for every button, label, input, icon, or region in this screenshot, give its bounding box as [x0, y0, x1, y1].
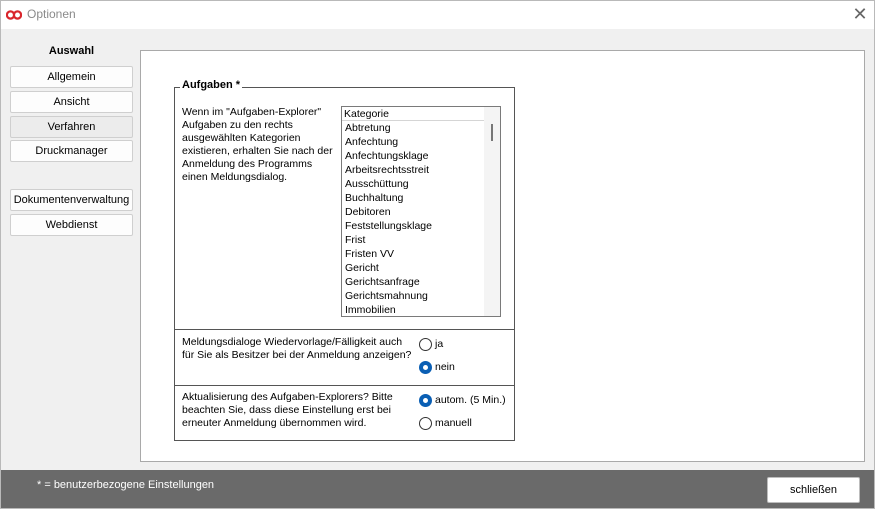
category-list: [342, 121, 484, 317]
category-list-item[interactable]: Ausschüttung: [345, 178, 409, 190]
question-explorer-refresh: Aktualisierung des Aufgaben-Explorers? Bitte beachten Sie, dass diese Einstellung erst bei erneuter Anmeldung übernommen wird.: [182, 391, 393, 429]
nav-allgemein-button[interactable]: Allgemein: [10, 66, 133, 88]
radio-manuell-circle[interactable]: [419, 417, 432, 430]
category-list-item[interactable]: Fristen VV: [345, 248, 395, 260]
category-list-item[interactable]: Gerichtsmahnung: [345, 290, 428, 302]
nav-verfahren-button[interactable]: Verfahren: [10, 116, 133, 138]
footer-note: * = benutzerbezogene Einstellungen: [37, 479, 215, 491]
nav-dokumentenverwaltung-button[interactable]: Dokumentenverwaltung: [10, 189, 133, 211]
footer-bar: [1, 470, 874, 508]
category-list-item[interactable]: Anfechtung: [345, 136, 399, 148]
radio-ja-label: ja: [435, 338, 444, 350]
radio-ja[interactable]: [419, 337, 529, 353]
category-list-item[interactable]: Frist: [345, 234, 366, 246]
tasks-group-title: Aufgaben *: [182, 79, 241, 91]
radio-autom[interactable]: [419, 393, 529, 409]
close-window-icon[interactable]: ✕: [852, 4, 868, 24]
category-listbox[interactable]: [341, 106, 501, 317]
nav-druckmanager-button[interactable]: Druckmanager: [10, 140, 133, 162]
window-title: Optionen: [27, 7, 76, 21]
radio-manuell[interactable]: [419, 416, 529, 432]
category-scrollbar[interactable]: [484, 107, 500, 316]
category-list-item[interactable]: Anfechtungsklage: [345, 150, 429, 162]
category-list-item[interactable]: Feststellungsklage: [345, 220, 432, 232]
nav-webdienst-button[interactable]: Webdienst: [10, 214, 133, 236]
category-list-item[interactable]: Arbeitsrechtsstreit: [345, 164, 430, 176]
title-bar: [1, 1, 874, 29]
radio-ja-circle[interactable]: [419, 338, 432, 351]
close-button[interactable]: schließen: [767, 477, 860, 503]
category-list-item[interactable]: Gerichtsanfrage: [345, 276, 420, 288]
separator-line: [175, 329, 514, 330]
radio-nein-circle[interactable]: [419, 361, 432, 374]
question-owner-reminders: Meldungsdialoge Wiedervorlage/Fälligkeit auch für Sie als Besitzer bei der Anmeldung anzeigen?: [182, 336, 412, 361]
app-logo-icon: [6, 9, 22, 21]
category-list-item[interactable]: Debitoren: [345, 206, 391, 218]
radio-autom-circle[interactable]: [419, 394, 432, 407]
category-list-item[interactable]: Gericht: [345, 262, 379, 274]
scrollbar-thumb[interactable]: [491, 124, 493, 141]
category-list-item[interactable]: Immobilien: [345, 304, 396, 316]
nav-ansicht-button[interactable]: Ansicht: [10, 91, 133, 113]
category-list-item[interactable]: Buchhaltung: [345, 192, 404, 204]
radio-nein-label: nein: [435, 361, 455, 373]
radio-manuell-label: manuell: [435, 417, 472, 429]
radio-nein[interactable]: [419, 360, 529, 376]
separator-line: [175, 385, 514, 386]
tasks-description: Wenn im "Aufgaben-Explorer" Aufgaben zu den rechts ausgewählten Kategorien existieren, erhalten Sie nach der Anmeldung des Programms einen Meldungsdialog.: [182, 106, 333, 183]
sidebar-title: Auswahl: [48, 45, 95, 57]
category-list-header: Kategorie: [342, 107, 500, 121]
radio-autom-label: autom. (5 Min.): [435, 394, 506, 406]
category-list-item[interactable]: Abtretung: [345, 122, 391, 134]
